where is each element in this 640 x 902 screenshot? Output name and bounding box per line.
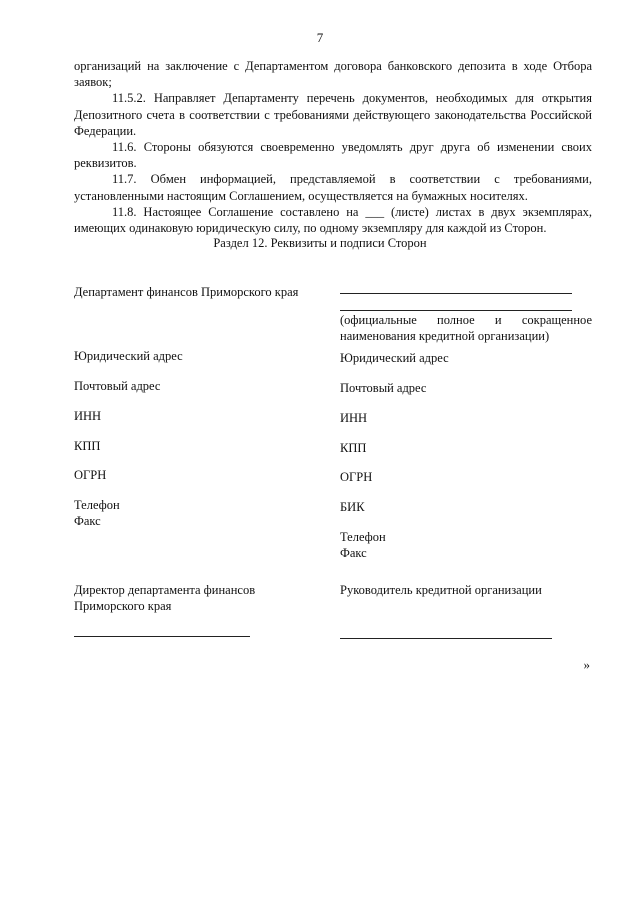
closing-quote-mark: » bbox=[583, 657, 590, 672]
right-org-name-note-cont: наименования кредитной организации) bbox=[340, 329, 550, 343]
left-org-name: Департамент финансов Приморского края bbox=[74, 285, 299, 299]
right-org-name-line bbox=[340, 310, 572, 311]
right-inn: ИНН bbox=[340, 411, 368, 425]
agreement-body bbox=[74, 58, 592, 236]
section-title: Раздел 12. Реквизиты и подписи Сторон bbox=[213, 236, 427, 250]
right-fax: Факс bbox=[340, 546, 367, 560]
right-postal-address: Почтовый адрес bbox=[340, 381, 427, 395]
right-signature-line bbox=[340, 638, 552, 639]
left-signatory-title: Директор департамента финансов bbox=[74, 583, 256, 597]
right-signatory-title: Руководитель кредитной организации bbox=[340, 583, 542, 597]
right-bik: БИК bbox=[340, 500, 365, 514]
left-signatory-title-cont: Приморского края bbox=[74, 599, 172, 613]
page-number: 7 bbox=[316, 30, 324, 45]
left-kpp: КПП bbox=[74, 439, 101, 453]
paragraph: 11.6. Стороны обязуются своевременно уведомлять друг друга об изменении своих реквизитов. bbox=[74, 140, 592, 171]
left-postal-address: Почтовый адрес bbox=[74, 379, 161, 393]
paragraph: 11.5.2. Направляет Департаменту перечень документов, необходимых для открытия Депозитного счета в соответствии с требованиями действующего законодательства Российской Федерации. bbox=[74, 91, 592, 138]
paragraph: организаций на заключение с Департаментом договора банковского депозита в ходе Отбора заявок; bbox=[74, 59, 592, 90]
left-fax: Факс bbox=[74, 514, 101, 528]
right-org-name-line bbox=[340, 293, 572, 294]
paragraph: 11.8. Настоящее Соглашение составлено на ___ (листе) листах в двух экземплярах, имеющих одинаковую юридическую силу, по одному экземпляру для каждой из Сторон. bbox=[74, 204, 592, 236]
right-legal-address: Юридический адрес bbox=[340, 351, 449, 365]
paragraph: 11.7. Обмен информацией, представляемой в соответствии с требованиями, установленными настоящим Соглашением, осуществляется на бумажных носителях. bbox=[74, 172, 592, 203]
right-org-name-note: (официальные полное и сокращенное bbox=[340, 313, 592, 327]
left-signature-line bbox=[74, 636, 250, 637]
left-inn: ИНН bbox=[74, 409, 102, 423]
right-kpp: КПП bbox=[340, 441, 367, 455]
left-ogrn: ОГРН bbox=[74, 468, 107, 482]
left-phone: Телефон bbox=[74, 498, 120, 512]
right-phone: Телефон bbox=[340, 530, 386, 544]
right-ogrn: ОГРН bbox=[340, 470, 373, 484]
left-legal-address: Юридический адрес bbox=[74, 349, 183, 363]
